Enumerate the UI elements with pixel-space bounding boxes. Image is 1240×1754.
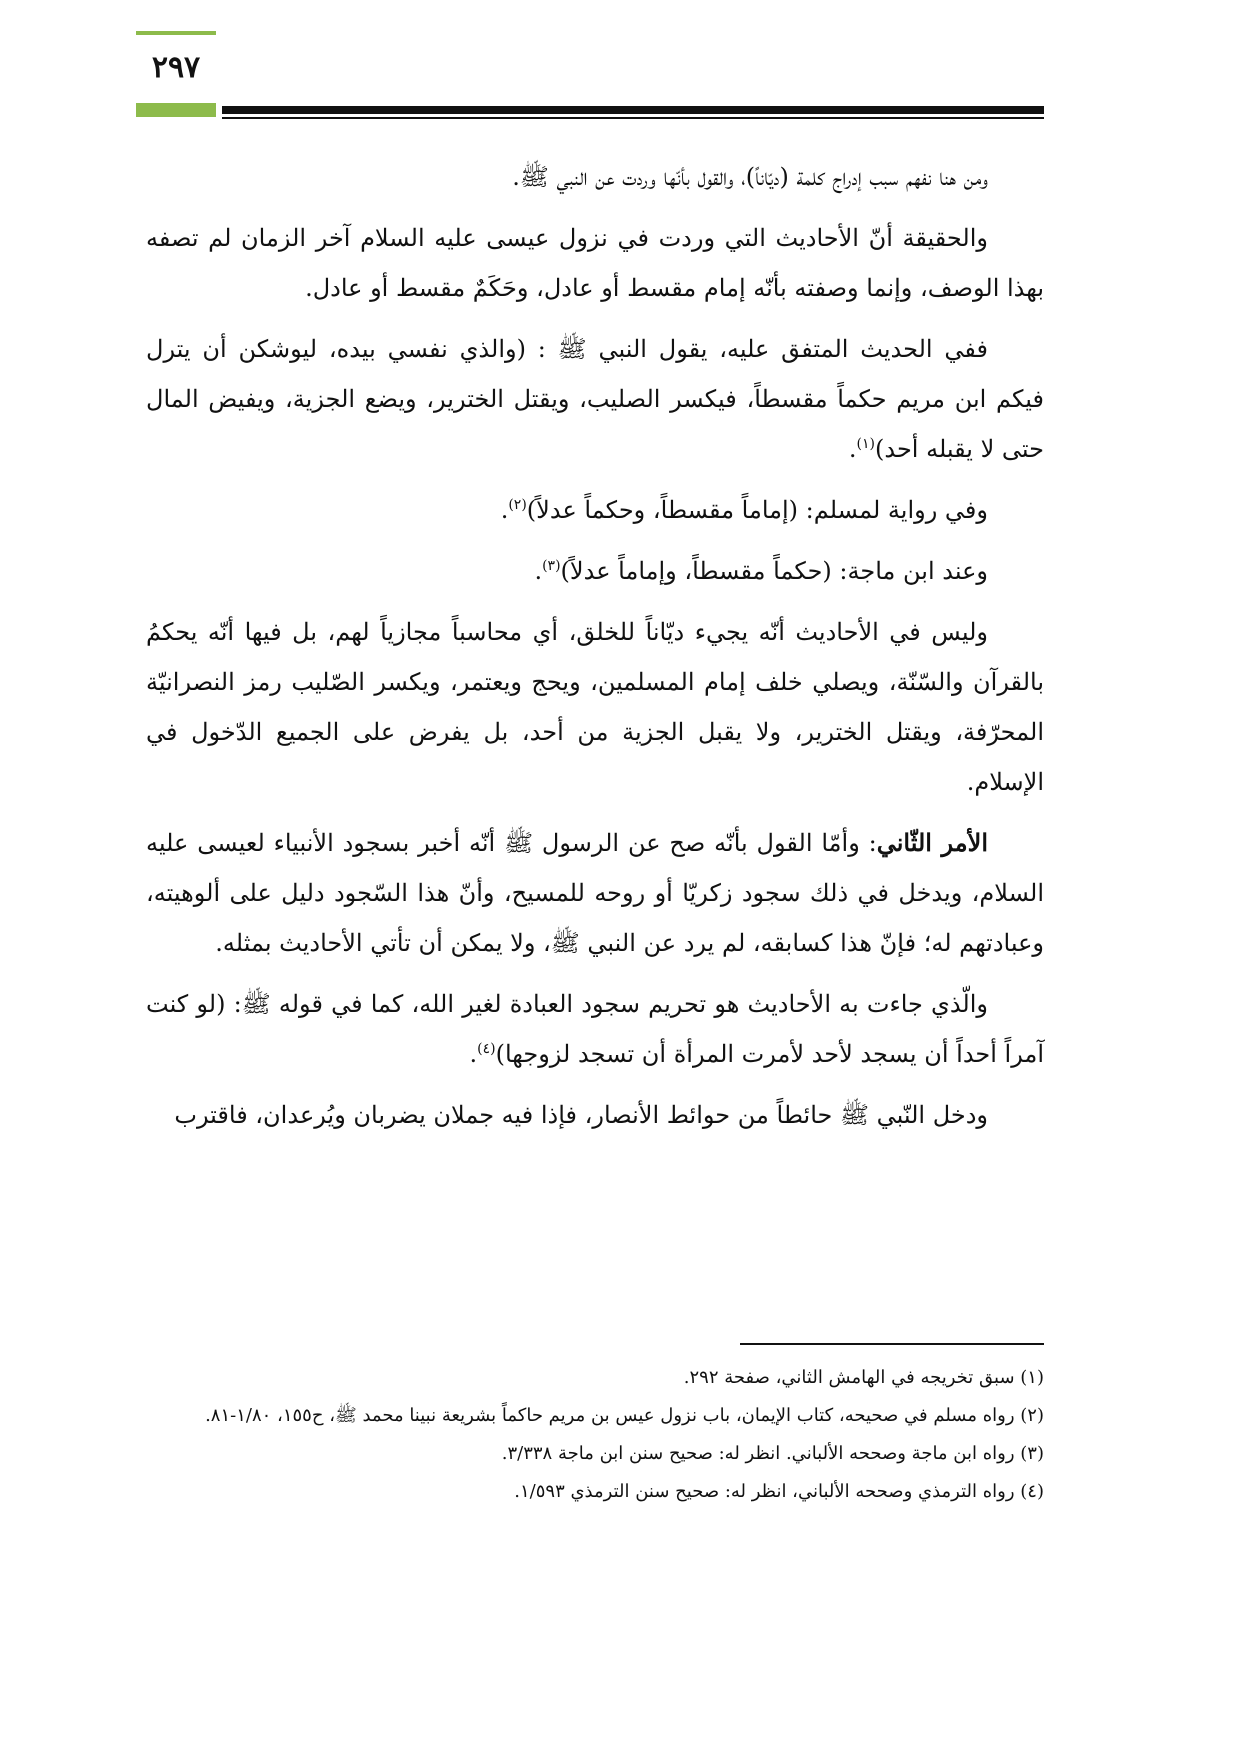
paragraph-8: والّذي جاءت به الأحاديث هو تحريم سجود العبادة لغير الله، كما في قوله ﷺ: (لو كنت آمراً أحداً أن يسجد لأحد لأمرت المرأة أن تسجد لزوجها)$^{(٤)}$.: [146, 990, 1044, 1068]
header-rule-thick: [222, 106, 1044, 114]
paragraph-3: ففي الحديث المتفق عليه، يقول النبي ﷺ : (والذي نفسي بيده، ليوشكن أن يترل فيكم ابن مريم حكماً مقسطاً، فيكسر الصليب، ويقتل الخترير، ويضع الجزية، ويفيض المال حتى لا يقبله أحد)$^{(١)}$.: [146, 335, 1044, 463]
paragraph-1: ومن هنا نفهم سبب إدراج كلمة (ديّاناً)، والقول بأنّها وردت عن النبي ﷺ.: [512, 163, 988, 191]
paragraph-9: ودخل النّبي ﷺ حائطاً من حوائط الأنصار، فإذا فيه جملان يضربان ويُرعدان، فاقترب: [174, 1101, 988, 1129]
paragraph-5-text: وعند ابن ماجة: (حكماً مقسطاً، وإماماً عدلاً): [560, 557, 988, 585]
footnotes: [146, 1362, 1044, 1514]
main-text: [146, 152, 1044, 1151]
footnote-2: (٢) رواه مسلم في صحيحه، كتاب الإيمان، باب نزول عيس بن مريم حاكماً بشريعة نبينا محمد ﷺ، ح١٥٥، ١/٨٠-٨١.: [205, 1405, 1044, 1426]
paragraph-4-text: وفي رواية لمسلم: (إماماً مقسطاً، وحكماً عدلاً): [526, 496, 988, 524]
page-number: ٢٩٧: [151, 50, 201, 85]
paragraph-8-text: والّذي جاءت به الأحاديث هو تحريم سجود العبادة لغير الله، كما في قوله ﷺ: (لو كنت آمراً أحداً أن يسجد لأحد لأمرت المرأة أن تسجد لزوجها): [146, 990, 1044, 1068]
paragraph-3-text: ففي الحديث المتفق عليه، يقول النبي ﷺ : (والذي نفسي بيده، ليوشكن أن يترل فيكم ابن مريم حكماً مقسطاً، فيكسر الصليب، ويقتل الخترير، ويضع الجزية، ويفيض المال حتى لا يقبله أحد): [146, 335, 1044, 463]
header-accent-bar-bottom: [136, 103, 216, 117]
paragraph-4: وفي رواية لمسلم: (إماماً مقسطاً، وحكماً عدلاً)$^{(٢)}$.: [500, 496, 988, 524]
paragraph-5: وعند ابن ماجة: (حكماً مقسطاً، وإماماً عدلاً)$^{(٣)}$.: [534, 557, 988, 585]
footnote-separator: [740, 1343, 1044, 1345]
paragraph-7-text: : وأمّا القول بأنّه صح عن الرسول ﷺ أنّه أخبر بسجود الأنبياء لعيسى عليه السلام، ويدخل في ذلك سجود زكريّا أو روحه للمسيح، وأنّ هذا السّجود دليل على ألوهيته، وعبادتهم له؛ فإنّ هذا كسابقه، لم يرد عن النبي ﷺ، ولا يمكن أن تأتي الأحاديث بمثله.: [146, 829, 1044, 957]
footnote-4: (٤) رواه الترمذي وصححه الألباني، انظر له: صحيح سنن الترمذي ١/٥٩٣.: [514, 1481, 1044, 1502]
footnote-ref-2[interactable]: (٢): [508, 497, 527, 513]
footnote-ref-4[interactable]: (٤): [477, 1041, 496, 1057]
paragraph-7-lead: الأمر الثّاني: [876, 828, 988, 857]
paragraph-7: [146, 818, 1044, 968]
footnote-ref-1[interactable]: (١): [856, 436, 875, 452]
footnote-3: (٣) رواه ابن ماجة وصححه الألباني. انظر له: صحيح سنن ابن ماجة ٣/٣٣٨.: [501, 1443, 1044, 1464]
paragraph-2: والحقيقة أنّ الأحاديث التي وردت في نزول عيسى عليه السلام آخر الزمان لم تصفه بهذا الوصف، وإنما وصفته بأنّه إمام مقسط أو عادل، وحَكَمٌ مقسط أو عادل.: [146, 224, 1044, 302]
footnote-1: (١) سبق تخريجه في الهامش الثاني، صفحة ٢٩٢.: [683, 1367, 1044, 1388]
header-rule-thin: [222, 117, 1044, 119]
paragraph-6: وليس في الأحاديث أنّه يجيء ديّاناً للخلق، أي محاسباً مجازياً لهم، بل فيها أنّه يحكمُ بالقرآن والسّنّة، ويصلي خلف إمام المسلمين، ويحج ويعتمر، ويكسر الصّليب رمز النصرانيّة المحرّفة، ويقتل الخترير، ولا يقبل الجزية من أحد، بل يفرض على الجميع الدّخول في الإسلام.: [146, 618, 1045, 796]
header-accent-bar-top: [136, 31, 216, 35]
footnote-ref-3[interactable]: (٣): [542, 558, 561, 574]
